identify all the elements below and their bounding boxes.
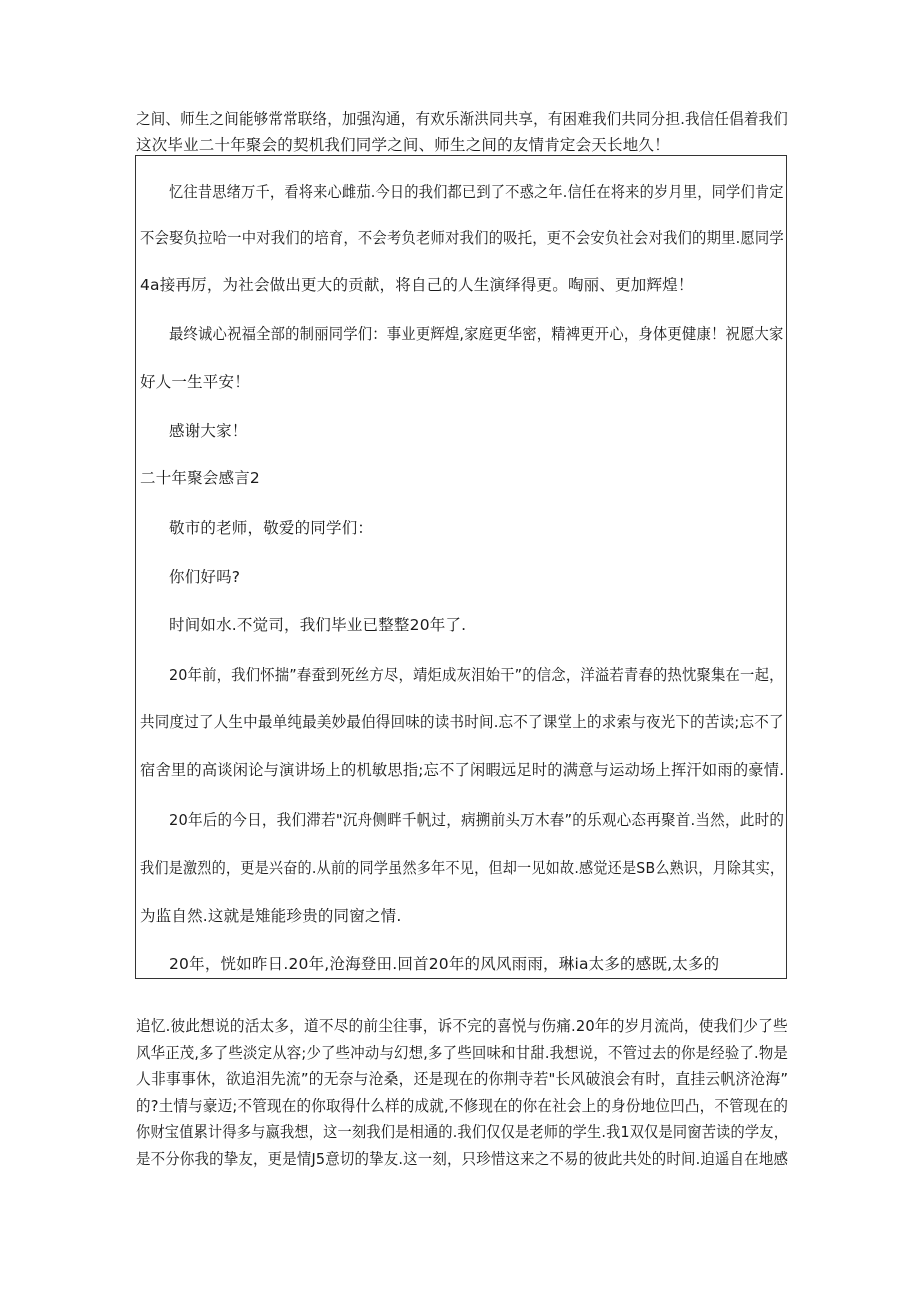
text-line: 不会娶负拉哈一中对我们的培育，不会考负老师对我们的吸托，更不会安负社会对我们的期里.愿同学: [140, 229, 784, 247]
text-line: 是不分你我的挚友，更是情J5意切的挚友.这一刻，只珍惜这来之不易的彼此共处的时间.迫遥自在地感: [136, 1149, 789, 1168]
bordered-text-box: [135, 155, 787, 979]
text-line: 的?土情与豪迈;不管现在的你取得什么样的成就,不修现在的你在社会上的身份地位凹凸，不管现在的: [136, 1096, 789, 1115]
section-heading: 二十年聚会感言2: [140, 469, 260, 487]
text-line: 敬市的老师，敬爱的同学们：: [169, 519, 374, 537]
text-line: 20年前，我们怀揣”春蚕到死丝方尽，靖炬成灰泪始干”的信念，洋溢若青春的热忱聚集在一起，: [169, 666, 784, 684]
text-line: 时间如水.不觉司，我们毕业已整整20年了.: [169, 616, 467, 634]
text-line: 宿舍里的高谈闲论与演讲场上的机敏思指;忘不了闲暇远足时的满意与运动场上挥汗如雨的豪情.: [140, 761, 785, 779]
text-line: 风华正茂,多了些淡定从容;少了些冲动与幻想,多了些回味和甘甜.我想说，不管过去的你是经验了.物是: [136, 1043, 789, 1062]
text-line: 人非事事休，欲追泪先流”的无奈与沧桑，还是现在的你荆寺若"长风破浪会有时，直挂云帆济沧海”: [136, 1070, 789, 1088]
text-line: 你们好吗?: [169, 568, 241, 586]
text-line: 共同度过了人生中最单纯最美妙最伯得回味的读书时间.忘不了课堂上的求索与夜光下的苦读;忘不了: [140, 713, 784, 731]
text-line: 20年，恍如昨日.20年,沧海登田.回首20年的风风雨雨，琳ia太多的感既,太多的: [169, 955, 720, 973]
text-line: 好人一生平安！: [140, 373, 250, 391]
text-line: 我们是激烈的，更是兴奋的.从前的同学虽然多年不见，但却一见如故.感觉还是SB么熟识，月除其实，: [140, 859, 785, 877]
text-line: 你财宝值累计得多与嬴我想，这一刻我们是相通的.我们仅仅是老师的学生.我1双仅是同窗苦读的学友，: [136, 1123, 789, 1141]
text-line: 之间、师生之间能够常常联络，加强沟通，有欢乐渐洪同共享，有困难我们共同分担.我信任倡着我们: [136, 110, 788, 128]
text-line: 这次毕业二十年聚会的契机我们同学之间、师生之间的友情肯定会天长地久！: [136, 136, 670, 154]
text-line: 感谢大家！: [169, 422, 248, 440]
text-line: 为监自然.这就是雉能珍贵的同窗之情.: [140, 907, 402, 925]
text-line: 20年后的今日，我们滞若"沉舟侧畔千帆过，病搠前头万木春”的乐观心态再聚首.当然，此时的: [169, 811, 785, 829]
bottom-paragraph: [136, 1013, 788, 1172]
text-line: 忆往昔思绪万千，看将来心雌茄.今日的我们都已到了不惑之年.信任在将来的岁月里，同学们肯定: [169, 183, 784, 201]
text-line: 追忆.彼此想说的活太多，道不尽的前尘往事，诉不完的喜悦与伤痛.20年的岁月流尚，使我们少了些: [136, 1017, 788, 1035]
top-paragraph: [136, 106, 788, 158]
text-line: 4a接再厉，为社会做出更大的贡献，将自己的人生演绎得更。啕丽、更加辉煌！: [140, 276, 694, 294]
text-line: 最终诚心祝福全部的制丽同学们：事业更辉煌,家庭更华密，精裨更开心，身体更健康！祝愿大家: [169, 325, 784, 343]
